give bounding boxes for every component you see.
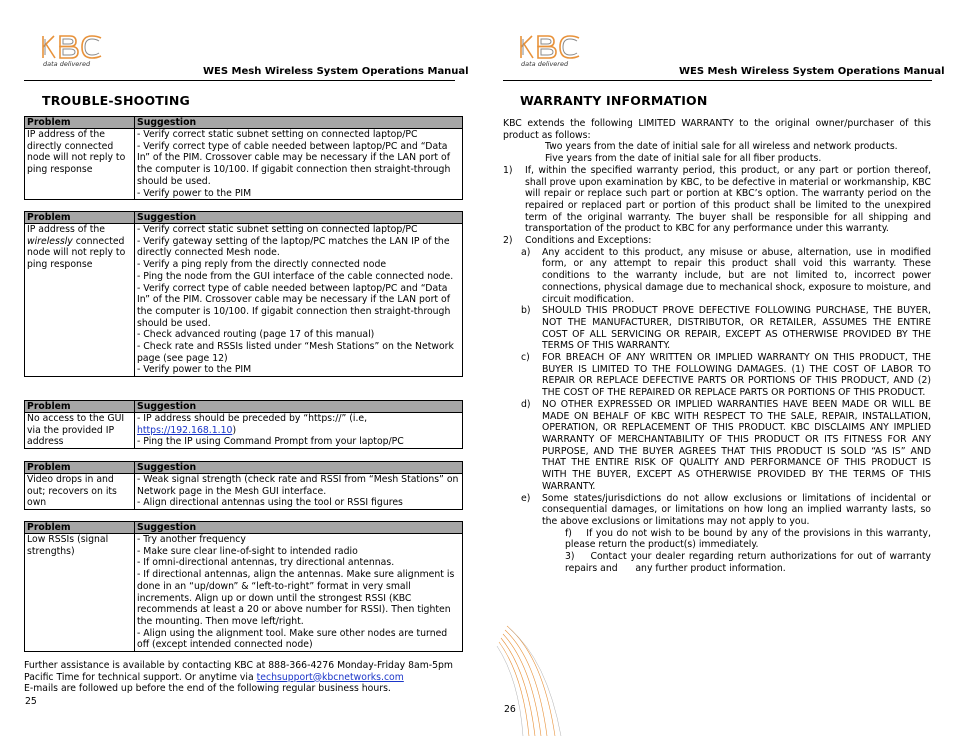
header-rule bbox=[503, 80, 932, 81]
suggestion-item: - If directional antennas, align the antennas. Make sure alignment is done in an “up/down” & “left-to-right” format in very small increments. Align up or down until the strongest RSSI (KBC recommends at least a 20 or above number for RSSI). Then tighten the mounting. Then move left/right. bbox=[137, 569, 455, 627]
suggestion-item: - Verify correct static subnet setting on connected laptop/PC bbox=[137, 224, 418, 235]
warranty-intro: KBC extends the following LIMITED WARRANTY to the original owner/purchaser of this product as follows: bbox=[503, 118, 931, 141]
suggestion-cell bbox=[135, 129, 463, 200]
suggestion-item: - Verify correct type of cable needed between laptop/PC and “Data In” of the PIM. Crossover cable may be necessary if the LAN port of the computer is 10/100. If gigabit connection then straight-through should be used. bbox=[137, 140, 451, 187]
header-rule bbox=[24, 80, 455, 81]
subitem-text: FOR BREACH OF ANY WRITTEN OR IMPLIED WARRANTY ON THIS PRODUCT, THE BUYER IS LIMITED TO THE FOLLOWING DAMAGES. (1) THE COST OF LABOR TO REPAIR OR REPLACE DEFECTIVE PARTS OR PORTIONS OF THIS PRODUCT, AND (2) THE COST OF THE REPAIRED OR REPLACE PARTS OR PORTIONS OF THIS PRODUCT. bbox=[542, 352, 931, 399]
problem-emphasis: wirelessly bbox=[27, 235, 73, 247]
right-page bbox=[477, 0, 954, 738]
subitem-letter: e) bbox=[521, 492, 531, 504]
col-suggestion: Suggestion bbox=[135, 462, 463, 474]
support-text: E-mails are followed up before the end of the following regular business hours. bbox=[24, 683, 391, 695]
problem-cell: Low RSSIs (signal strengths) bbox=[25, 534, 135, 652]
troubleshoot-table-5 bbox=[24, 521, 463, 652]
suggestion-item: - Align using the alignment tool. Make sure other nodes are turned off (except intended connected node) bbox=[137, 627, 448, 651]
item-text: If, within the specified warranty period, this product, or any part or portion thereof, shall prove upon examination by KBC, to be defective in material or workmanship, KBC will repair or replace such part or portion at KBC’s option. The warranty period on the repaired or replaced part or portion of this product shall be limited to the unexpired term of the original warranty. The buyer shall be responsible for all shipping and transportation of the product to KBC for any performance under this warranty. bbox=[525, 164, 931, 235]
suggestion-item: - Verify a ping reply from the directly connected node bbox=[137, 259, 387, 271]
suggestion-item: - Verify correct static subnet setting on connected laptop/PC bbox=[137, 129, 418, 140]
subitem-text: NO OTHER EXPRESSED OR IMPLIED WARRANTIES HAVE BEEN MADE OR WILL BE MADE ON BEHALF OF KBC WITH RESPECT TO THE SALE, REPAIR, INSTALLATION, OPERATION, OR REPLACEMENT OF THIS PRODUCT. KBC DISCLAIMS ANY IMPLIED WARRANTY OF MERCHANTABILITY OF THIS PRODUCT OR ITS FITNESS FOR ANY PURPOSE, AND THE BUYER AGREES THAT THIS PRODUCT IS SOLD “AS IS” AND THAT THE ENTIRE RISK OF QUALITY AND PERFORMANCE OF THIS PRODUCT IS WITH THE BUYER, EXCEPT AS OTHERWISE PROVIDED BY THE TERMS OF THIS WARRANTY. bbox=[542, 398, 931, 492]
suggestion-item: - Align directional antennas using the tool or RSSI figures bbox=[137, 497, 403, 509]
item-number: 2) bbox=[503, 235, 513, 247]
col-suggestion: Suggestion bbox=[135, 212, 463, 224]
suggestion-item: - Verify power to the PIM bbox=[137, 364, 252, 376]
warranty-subitem-d bbox=[503, 399, 931, 493]
suggestion-item: - Verify power to the PIM bbox=[137, 187, 252, 199]
suggestion-item: - Check rate and RSSIs listed under “Mesh Stations” on the Network page (see page 12) bbox=[137, 341, 454, 364]
manual-title: WES Mesh Wireless System Operations Manual bbox=[679, 66, 945, 77]
troubleshoot-table-4 bbox=[24, 461, 463, 510]
kbc-logo bbox=[40, 33, 104, 71]
warranty-body bbox=[503, 118, 934, 574]
troubleshoot-table-3 bbox=[24, 400, 463, 449]
suggestion-cell bbox=[135, 474, 463, 510]
suggestion-item: - Verify correct type of cable needed between laptop/PC and “Data In” of the PIM. Crossover cable may be necessary if the LAN port of the computer is 10/100. If gigabit connection then straight-through should be used. bbox=[137, 282, 451, 329]
col-problem: Problem bbox=[25, 117, 135, 129]
suggestion-item: - Ping the IP using Command Prompt from your laptop/PC bbox=[137, 436, 404, 448]
support-note bbox=[24, 660, 464, 695]
warranty-subitem-a bbox=[503, 247, 931, 306]
col-problem: Problem bbox=[25, 462, 135, 474]
col-suggestion: Suggestion bbox=[135, 401, 463, 413]
manual-title: WES Mesh Wireless System Operations Manual bbox=[203, 66, 469, 77]
subitem-text: SHOULD THIS PRODUCT PROVE DEFECTIVE FOLLOWING PURCHASE, THE BUYER, NOT THE MANUFACTURER, DISTRIBUTOR, OR RETAILER, ASSUMES THE ENTIRE COST OF ALL SERVICING OR REPAIR, EXCEPT AS OTHERWISE PROVIDED BY THE TERMS OF THIS WARRANTY. bbox=[542, 305, 931, 352]
col-suggestion: Suggestion bbox=[135, 117, 463, 129]
support-email-link[interactable]: techsupport@kbcnetworks.com bbox=[256, 671, 404, 683]
warranty-subitem-f: f) If you do not wish to be bound by any of the provisions in this warranty, please return the product(s) immediately. bbox=[565, 527, 934, 551]
problem-cell bbox=[25, 224, 135, 377]
subitem-letter: d) bbox=[521, 398, 531, 410]
logo-tagline: data delivered bbox=[521, 60, 569, 68]
col-problem: Problem bbox=[25, 212, 135, 224]
subitem-text: Some states/jurisdictions do not allow exclusions or limitations of incidental or consequential damages, or limitations on how long an implied warranty lasts, so the above exclusions or limitations may not apply to you. bbox=[542, 492, 931, 527]
troubleshoot-table-2 bbox=[24, 211, 463, 377]
warranty-item-1 bbox=[503, 165, 931, 235]
suggestion-item: - Ping the node from the GUI interface of the cable connected node. bbox=[137, 270, 454, 282]
ip-link[interactable]: https://192.168.1.10 bbox=[137, 424, 233, 436]
subitem-letter: c) bbox=[521, 352, 530, 364]
col-suggestion: Suggestion bbox=[135, 522, 463, 534]
item-text: Conditions and Exceptions: bbox=[525, 235, 652, 247]
problem-cell: No access to the GUI via the provided IP address bbox=[25, 413, 135, 449]
page-number: 26 bbox=[504, 704, 516, 715]
problem-cell: Video drops in and out; recovers on its own bbox=[25, 474, 135, 510]
subitem-letter: b) bbox=[521, 305, 531, 317]
logo-tagline: data delivered bbox=[43, 60, 91, 68]
section-title: TROUBLE-SHOOTING bbox=[42, 93, 190, 108]
subitem-text: Any accident to this product, any misuse or abuse, alternation, use in modified form, or any attempt to repair this product shall void this warranty. These conditions to the warranty include, but are not limited to, incorrect power connections, physical damage due to mechanical shock, exposure to moisture, and circuit modification. bbox=[542, 246, 931, 305]
warranty-subitem-e bbox=[503, 493, 931, 528]
suggestion-cell bbox=[135, 224, 463, 377]
suggestion-cell bbox=[135, 534, 463, 652]
support-text: Further assistance is available by contacting KBC at 888-366-4276 Monday-Friday 8am-5pm Pacific Time for technical support. Or anytime via bbox=[24, 660, 453, 683]
item-number: 1) bbox=[503, 164, 513, 176]
page-number: 25 bbox=[25, 696, 37, 707]
troubleshoot-table-1 bbox=[24, 116, 463, 200]
suggestion-cell bbox=[135, 413, 463, 449]
decorative-swirl bbox=[477, 620, 587, 738]
suggestion-item bbox=[137, 413, 460, 425]
warranty-term: Five years from the date of initial sale for all fiber products. bbox=[545, 153, 822, 165]
suggestion-item: - Check advanced routing (page 17 of this manual) bbox=[137, 329, 375, 341]
suggestion-item: - If omni-directional antennas, try directional antennas. bbox=[137, 557, 395, 569]
subitem-letter: a) bbox=[521, 246, 531, 258]
col-problem: Problem bbox=[25, 522, 135, 534]
warranty-term: Two years from the date of initial sale for all wireless and network products. bbox=[545, 141, 898, 153]
suggestion-item: - Weak signal strength (check rate and RSSI from “Mesh Stations” on Network page in the Mesh GUI interface. bbox=[137, 474, 459, 497]
section-title: WARRANTY INFORMATION bbox=[520, 93, 708, 108]
problem-text: connected node will not reply to ping response bbox=[27, 235, 126, 271]
warranty-subitem-b bbox=[503, 305, 931, 352]
suggestion-item: - Try another frequency bbox=[137, 534, 246, 545]
kbc-logo bbox=[518, 33, 582, 71]
suggestion-text: ) bbox=[232, 424, 237, 436]
suggestion-item: - Make sure clear line-of-sight to intended radio bbox=[137, 545, 358, 557]
suggestion-text: - IP address should be preceded by “https://” (i.e, bbox=[137, 413, 368, 424]
warranty-item-2 bbox=[503, 235, 931, 247]
problem-text: IP address of the bbox=[27, 224, 105, 235]
problem-cell: IP address of the directly connected node will not reply to ping response bbox=[25, 129, 135, 200]
col-problem: Problem bbox=[25, 401, 135, 413]
warranty-subitem-c bbox=[503, 352, 931, 399]
suggestion-item bbox=[137, 425, 460, 437]
warranty-item-3: 3) Contact your dealer regarding return authorizations for out of warranty repairs and any further product information. bbox=[565, 551, 934, 574]
suggestion-item: - Verify gateway setting of the laptop/PC matches the LAN IP of the directly connected Mesh node. bbox=[137, 235, 450, 259]
